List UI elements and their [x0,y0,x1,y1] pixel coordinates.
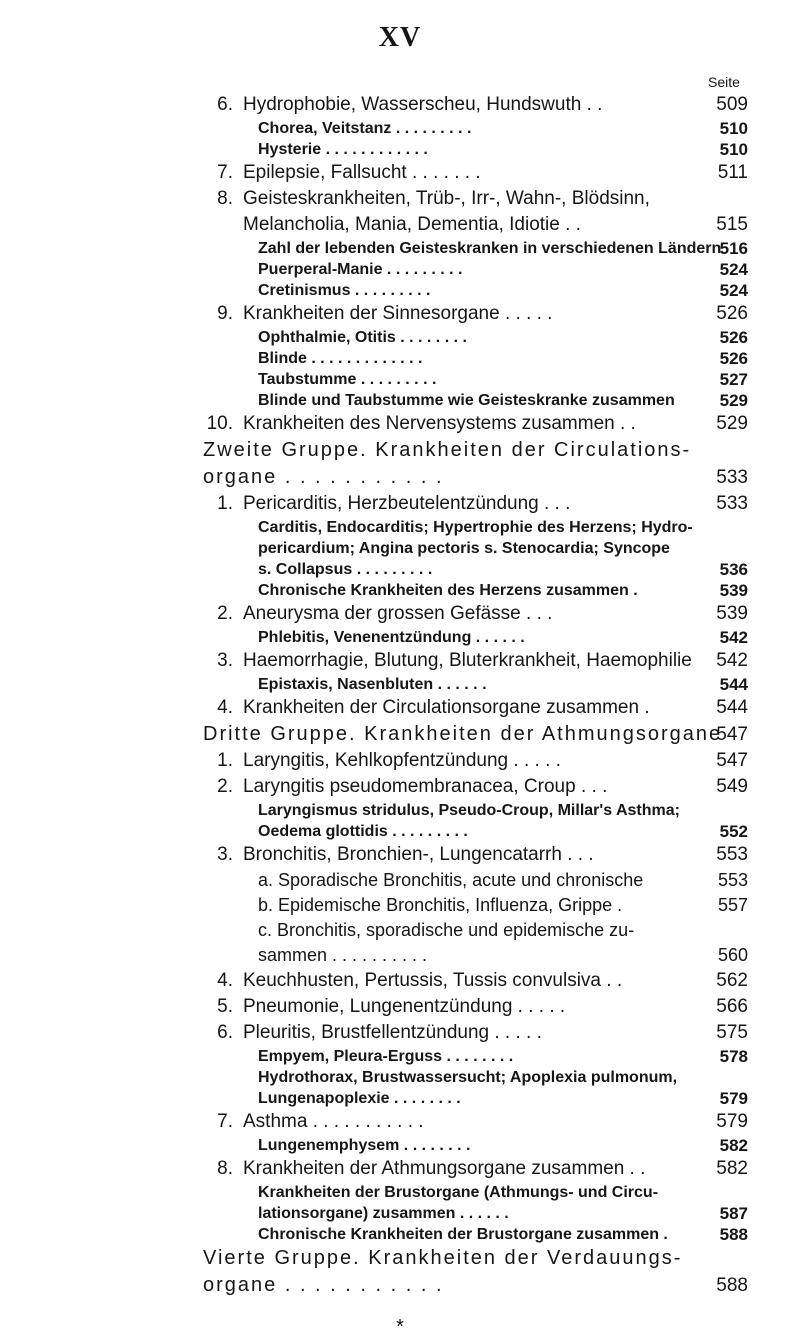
toc-entry-line [0,437,800,464]
toc-entry-line [0,821,800,842]
entry-title: c. Bronchitis, sporadische und epidemische zu- [258,920,635,940]
toc-entry-line [0,868,800,893]
entry-title: Chronische Krankheiten des Herzens zusammen . [258,582,638,599]
entry-title: Geisteskrankheiten, Trüb-, Irr-, Wahn-, Blödsinn, [243,188,650,209]
page-ref: 582 [716,1158,748,1179]
entry-title: Taubstumme . . . . . . . . . [258,371,437,388]
toc-entry-line [0,1067,800,1088]
entry-title: s. Collapsus . . . . . . . . . [258,561,433,578]
toc-entry-line [0,648,800,674]
toc-entry-line [0,1224,800,1245]
page-ref: 515 [716,214,748,235]
toc-entry-line [0,893,800,918]
toc-entry-line [0,1020,800,1046]
entry-title: Carditis, Endocarditis; Hypertrophie des Herzens; Hydro- [258,519,693,536]
toc-entry-line [0,842,800,868]
toc-entry-line [0,627,800,648]
entry-number: 7. [217,162,233,183]
page-ref: 510 [719,140,748,159]
entry-title: Hysterie . . . . . . . . . . . . [258,141,428,158]
entry-title: Aneurysma der grossen Gefässe . . . [243,603,553,624]
page-ref: 533 [716,467,748,488]
toc-entry-line [0,259,800,280]
toc-entry-line [0,1088,800,1109]
entry-title: Ophthalmie, Otitis . . . . . . . . [258,329,467,346]
entry-title: organe . . . . . . . . . . . [203,466,444,488]
footer-asterisk: * [396,1316,404,1338]
entry-title: Pleuritis, Brustfellentzündung . . . . . [243,1022,542,1043]
page-ref: 516 [719,239,748,258]
seite-column-label: Seite [708,74,740,90]
page-ref: 582 [719,1136,748,1155]
entry-title: Blinde und Taubstumme wie Geisteskranke zusammen [258,392,675,409]
entry-number: 5. [217,996,233,1017]
toc-entry-line [0,943,800,968]
toc-entry-line [0,186,800,212]
toc-entry-line [0,1245,800,1272]
page-ref: 524 [719,281,748,300]
page-ref: 588 [719,1225,748,1244]
entry-title: Epistaxis, Nasenbluten . . . . . . [258,676,487,693]
page-ref: 560 [717,945,748,965]
page-ref: 553 [717,870,748,890]
toc-entry-line [0,580,800,601]
entry-title: Lungenapoplexie . . . . . . . . [258,1090,461,1107]
toc-entry-line [0,538,800,559]
toc-entry-line [0,301,800,327]
table-of-contents [0,92,800,1299]
toc-entry-line [0,491,800,517]
toc-entry-line [0,390,800,411]
toc-entry-line [0,327,800,348]
entry-number: 3. [217,844,233,865]
entry-number: 8. [217,188,233,209]
toc-entry-line [0,1109,800,1135]
page-ref: 533 [716,493,748,514]
toc-entry-line [0,601,800,627]
page-ref: 549 [716,776,748,797]
page-ref: 579 [719,1089,748,1108]
toc-entry-line [0,411,800,437]
page-ref: 547 [716,750,748,771]
entry-title: Oedema glottidis . . . . . . . . . [258,823,468,840]
entry-title: Puerperal-Manie . . . . . . . . . [258,261,463,278]
entry-title: lationsorgane) zusammen . . . . . . [258,1205,509,1222]
toc-entry-line [0,748,800,774]
entry-title: Krankheiten der Athmungsorgane zusammen . . [243,1158,646,1179]
toc-entry-line [0,160,800,186]
entry-title: Krankheiten der Sinnesorgane . . . . . [243,303,553,324]
toc-entry-line [0,92,800,118]
page-ref: 510 [719,119,748,138]
entry-title: Asthma . . . . . . . . . . . [243,1111,424,1132]
toc-entry-line [0,348,800,369]
entry-title: Zweite Gruppe. Krankheiten der Circulations- [203,439,692,461]
entry-number: 2. [217,776,233,797]
entry-number: 8. [217,1158,233,1179]
page-ref: 587 [719,1204,748,1223]
page-ref: 547 [716,724,748,745]
entry-title: Pericarditis, Herzbeutelentzündung . . . [243,493,571,514]
page-ref: 529 [719,391,748,410]
entry-number: 10. [206,413,233,434]
page-ref: 526 [719,328,748,347]
entry-title: Hydrophobie, Wasserscheu, Hundswuth . . [243,94,603,115]
toc-entry-line [0,212,800,238]
toc-entry-line [0,774,800,800]
entry-title: Laryngitis pseudomembranacea, Croup . . . [243,776,608,797]
page-number: XV [378,22,422,53]
entry-title: organe . . . . . . . . . . . [203,1274,444,1296]
page-ref: 529 [716,413,748,434]
toc-entry-line [0,1046,800,1067]
page-ref: 509 [716,94,748,115]
page-ref: 539 [716,603,748,624]
entry-title: Pneumonie, Lungenentzündung . . . . . [243,996,566,1017]
page-ref: 511 [717,162,748,183]
page-ref: 544 [719,675,748,694]
entry-title: Blinde . . . . . . . . . . . . . [258,350,423,367]
toc-entry-line [0,968,800,994]
entry-number: 9. [217,303,233,324]
page-ref: 553 [716,844,748,865]
entry-title: Epilepsie, Fallsucht . . . . . . . [243,162,481,183]
page-ref: 562 [716,970,748,991]
toc-entry-line [0,118,800,139]
entry-title: Chronische Krankheiten der Brustorgane zusammen . [258,1226,668,1243]
toc-entry-line [0,1182,800,1203]
page-ref: 575 [716,1022,748,1043]
page-ref: 552 [719,822,748,841]
entry-title: b. Epidemische Bronchitis, Influenza, Grippe . [258,895,623,915]
page-ref: 542 [719,628,748,647]
entry-number: 6. [217,94,233,115]
entry-title: Vierte Gruppe. Krankheiten der Verdauungs- [203,1247,683,1269]
entry-title: Krankheiten der Brustorgane (Athmungs- und Circu- [258,1184,659,1201]
entry-title: pericardium; Angina pectoris s. Stenocardia; Syncope [258,540,670,557]
toc-entry-line [0,994,800,1020]
page-ref: 536 [719,560,748,579]
entry-title: Laryngismus stridulus, Pseudo-Croup, Millar's Asthma; [258,802,680,819]
toc-entry-line [0,1135,800,1156]
toc-entry-line [0,1272,800,1299]
entry-number: 4. [217,697,233,718]
page-ref: 557 [717,895,748,915]
entry-title: Hydrothorax, Brustwassersucht; Apoplexia pulmonum, [258,1069,678,1086]
page-ref: 526 [716,303,748,324]
toc-entry-line [0,674,800,695]
toc-entry-line [0,280,800,301]
page-ref: 542 [716,650,748,671]
entry-title: Bronchitis, Bronchien-, Lungencatarrh . . . [243,844,594,865]
toc-entry-line [0,369,800,390]
entry-title: Melancholia, Mania, Dementia, Idiotie . . [243,214,581,235]
entry-number: 4. [217,970,233,991]
page-ref: 578 [719,1047,748,1066]
entry-number: 1. [217,750,233,771]
toc-entry-line [0,1203,800,1224]
toc-entry-line [0,1156,800,1182]
toc-entry-line [0,238,800,259]
page-ref: 588 [716,1275,748,1296]
entry-title: a. Sporadische Bronchitis, acute und chronische [258,870,644,890]
page-ref: 527 [719,370,748,389]
entry-number: 6. [217,1022,233,1043]
entry-title: Chorea, Veitstanz . . . . . . . . . [258,120,472,137]
entry-title: Cretinismus . . . . . . . . . [258,282,431,299]
toc-entry-line [0,559,800,580]
entry-title: Keuchhusten, Pertussis, Tussis convulsiva . . [243,970,623,991]
entry-number: 3. [217,650,233,671]
entry-title: Krankheiten der Circulationsorgane zusammen . [243,697,650,718]
entry-title: Lungenemphysem . . . . . . . . [258,1137,471,1154]
page-ref: 566 [716,996,748,1017]
toc-entry-line [0,517,800,538]
toc-entry-line [0,800,800,821]
entry-title: Empyem, Pleura-Erguss . . . . . . . . [258,1048,514,1065]
entry-title: Krankheiten des Nervensystems zusammen . . [243,413,636,434]
toc-entry-line [0,139,800,160]
entry-number: 1. [217,493,233,514]
entry-title: Phlebitis, Venenentzündung . . . . . . [258,629,525,646]
page-ref: 539 [719,581,748,600]
toc-entry-line [0,721,800,748]
entry-title: sammen . . . . . . . . . . [258,945,428,965]
entry-number: 7. [217,1111,233,1132]
entry-title: Laryngitis, Kehlkopfentzündung . . . . . [243,750,561,771]
entry-title: Dritte Gruppe. Krankheiten der Athmungsorgane [203,723,723,745]
page-ref: 524 [719,260,748,279]
entry-title: Haemorrhagie, Blutung, Bluterkrankheit, Haemophilie [243,650,692,671]
page-ref: 544 [716,697,748,718]
toc-entry-line [0,464,800,491]
entry-title: Zahl der lebenden Geisteskranken in verschiedenen Ländern [258,240,722,257]
toc-entry-line [0,918,800,943]
entry-number: 2. [217,603,233,624]
toc-entry-line [0,695,800,721]
page-ref: 579 [716,1111,748,1132]
page-ref: 526 [719,349,748,368]
